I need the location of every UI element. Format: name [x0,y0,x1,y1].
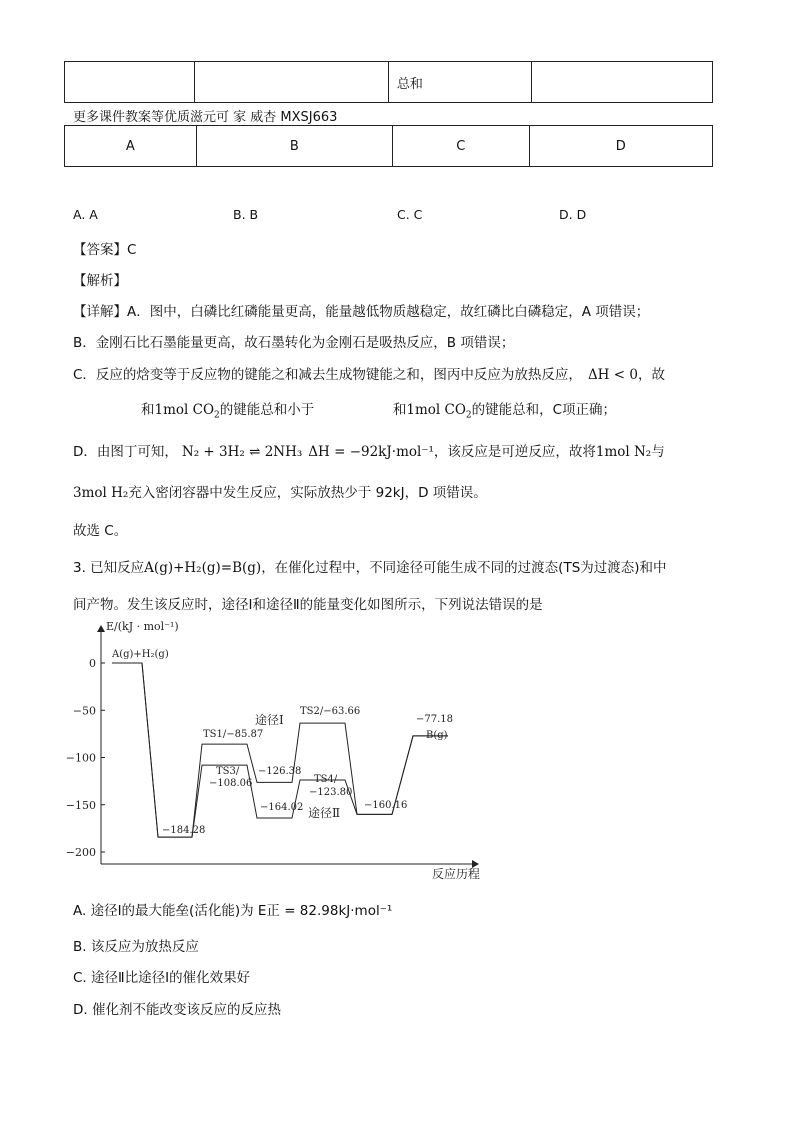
q2-option-b: B. B [233,207,259,222]
explain-d2-a: 3mol H₂ [73,485,129,501]
explain-a-text: A．图中，白磷比红磷能量更高，能量越低物质越稳定，故红磷比白磷稳定，A 项错误； [127,304,650,320]
explain-c2-b: 的键能总和小于 [219,402,315,418]
q2-option-c: C. C [397,207,423,222]
y-ticks [66,657,105,859]
explain-line-a [73,300,649,320]
y-tick-label: 0 [89,657,96,670]
energy-diagram [60,612,500,882]
q3-option-c: C. 途径Ⅱ比途径Ⅰ的催化效果好 [73,970,251,986]
table-top [64,61,713,103]
label-ts2: TS2/−63.66 [300,706,361,717]
q2-option-a: A. A [73,207,98,222]
label-ts3-a: TS3/ [216,766,240,777]
table-options [64,125,713,167]
table-option-d: D [529,126,712,167]
label-ts3-b: −108.06 [209,778,253,789]
table-top-cell-3: 总和 [388,62,531,103]
y-tick-label: −50 [72,704,96,718]
table-option-c: C [392,126,529,167]
label-ts4-b: −123.80 [309,787,353,798]
watermark-text: 更多课件教案等优质滋元可 家 威杏 MXSJ663 [73,110,338,125]
y-tick-label: −200 [65,846,96,859]
explain-c-text: C．反应的焓变等于反应物的键能之和减去生成物键能之和，图丙中反应为放热反应， [73,367,582,383]
explain-d1-a: D．由图丁可知， [73,444,178,460]
label-path-1: 途径Ⅰ [255,713,284,727]
q3-option-a: A. 途径Ⅰ的最大能垒(活化能)为 E正 = 82.98kJ·mol⁻¹ [73,903,393,919]
x-axis-label: 反应历程 [432,867,481,881]
detail-label: 【详解】 [73,304,127,320]
explain-d1-c: 1mol N₂ [595,444,652,460]
explain-d1-eq: N₂ + 3H₂ ⇌ 2NH₃ [181,444,303,460]
table-option-a: A [65,126,197,167]
label-i4: −160.16 [364,800,408,811]
explain-line-c [73,363,665,383]
explain-c2-sub2: 2 [465,410,472,421]
explain-line-d2 [73,481,487,501]
explain-d2-b: 充入密闭容器中发生反应，实际放热少于 92kJ，D 项错误。 [128,485,487,501]
explain-c-end: ，故 [637,367,665,383]
y-axis-label: E/(kJ · mol⁻¹) [106,620,179,633]
table-top-cell-1 [65,62,195,103]
answer-line [73,238,136,258]
label-ts1: TS1/−85.87 [203,729,264,740]
explain-d1-dh: ΔH = −92kJ·mol⁻¹ [308,444,434,460]
explain-c2-c: 和1mol CO [392,402,466,418]
explain-line-c2 [141,398,616,421]
label-path-2: 途径Ⅱ [308,806,341,820]
analysis-label: 【解析】 [73,273,127,289]
explain-line-b: B．金刚石比石墨能量更高，故石墨转化为金刚石是吸热反应，B 项错误； [73,335,515,351]
conclusion: 故选 C。 [73,523,128,539]
answer-value: C [127,242,137,258]
q3-option-b: B. 该反应为放热反应 [73,939,199,955]
explain-c2-d: 的键能总和，C项正确； [471,402,617,418]
q2-option-d: D. D [559,207,587,222]
q3-intro-eq: A(g)+H₂(g)=B(g) [144,560,262,576]
table-top-cell-2 [194,62,388,103]
q3-intro-b: ，在催化过程中，不同途径可能生成不同的过渡态(TS为过渡态)和中 [261,560,667,576]
q3-intro-a: 3. 已知反应 [73,560,145,576]
explain-line-d1 [73,440,665,460]
q3-intro-line1 [73,556,667,576]
y-tick-label: −150 [65,798,96,812]
q3-option-d: D. 催化剂不能改变该反应的反应热 [73,1002,281,1018]
explain-d1-d: 与 [651,444,665,460]
q3-intro-line2: 间产物。发生该反应时，途径Ⅰ和途径Ⅱ的能量变化如图所示，下列说法错误的是 [73,597,543,613]
explain-c2-a: 和1mol CO [141,402,215,418]
explain-c-dh: ΔH < 0 [587,367,638,383]
label-i2: −126.38 [258,766,302,777]
label-end-value: −77.18 [416,714,454,725]
label-i1: −184.28 [162,825,206,836]
table-option-b: B [196,126,392,167]
table-top-cell-4 [531,62,712,103]
answer-label: 【答案】 [73,242,127,258]
y-tick-label: −100 [65,751,96,765]
label-start: A(g)+H₂(g) [112,649,169,660]
label-ts4-a: TS4/ [314,774,338,785]
explain-d1-b: ，该反应是可逆反应，故将 [433,444,596,460]
label-end-name: B(g) [426,730,448,741]
label-i3: −164.02 [260,802,304,813]
explain-c2-sub1: 2 [214,410,220,421]
